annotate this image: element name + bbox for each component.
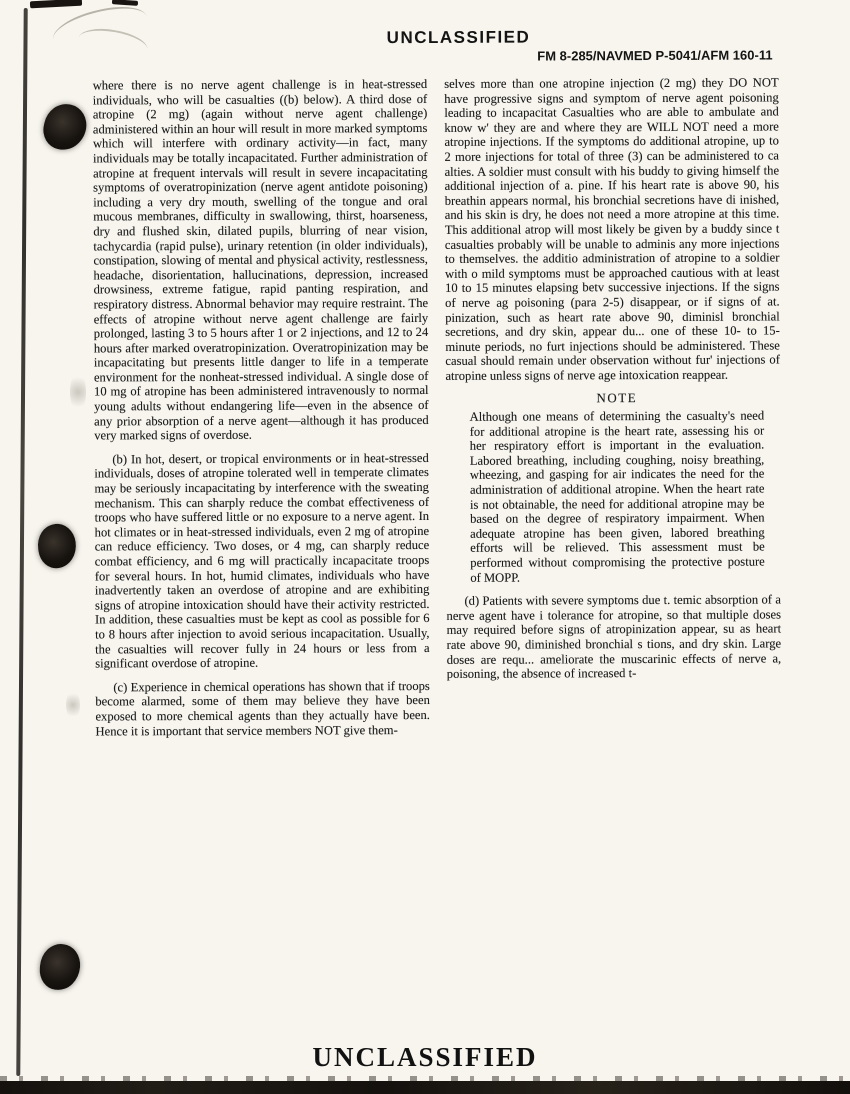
classification-footer: UNCLASSIFIED	[312, 1042, 538, 1072]
body-paragraph-continuation: selves more than one atropine injection (2 mg) they DO NOT have progressive signs and symptom of nerve agent poisoning leading to incapacitat Casualties who are able to ambulate and know w' they are and where they are WILL NOT need a more atropine injections. If the symptoms do additional atropine, up to 2 more injections for total of three (3) can be administered to ca alties. A soldier must consult with his buddy to giving himself the additional injection of a. pine. If his heart rate is above 90, his breathin appears normal, his bronchial secretions have di inished, and his skin is dry, he does not need a more atropine at this time. This additional atrop will most likely be given by a buddy since t casualties probably will be unable to adminis any more injections to themselves. the additio administration of atropine to a soldier with o mild symptoms must be approached cautious with at least 10 to 15 minutes elapsing betv successive injections. If the signs of nerve ag poisoning (para 2-5) disappear, or if signs of at. pinization, such as heart rate above 90, diminisl bronchial secretions, and dry skin, appear du... one of these 10- to 15-minute periods, no furt injections should be administered. These casual should remain under observation without fur' injections of atropine unless signs of nerve age intoxication reappear.	[444, 75, 780, 383]
body-paragraph-b: (b) In hot, desert, or tropical environments or in heat-stressed individuals, doses of atropine tolerated well in temperate climates may be seriously incapacitating by interference with the sweating mechanism. This can sharply reduce the combat effectiveness of troops who have suffered little or no exposure to a nerve agent. In hot climates or in heat-stressed individuals, even 2 mg of atropine can reduce efficiency. Two doses, or 4 mg, can sharply reduce combat efficiency, and 6 mg will practically incapacitate troops for several hours. In hot, humid climates, individuals who have inadvertently taken an overdose of atropine and are exhibiting signs of atropine intoxication should have their activity restricted. In addition, these casualties must be kept as cool as possible for 6 to 8 hours after injection to avoid serious incapacitation. Usually, the casualties will recover fully in 24 hours or less from a significant overdose of atropine.	[94, 450, 430, 671]
note-heading: NOTE	[596, 390, 638, 406]
page-content	[0, 26, 850, 748]
scan-ink-mark	[30, 0, 82, 8]
scan-ink-mark	[112, 0, 138, 6]
classification-header: UNCLASSIFIED	[386, 27, 531, 48]
binding-hole-bottom	[38, 942, 82, 991]
body-paragraph-continuation: where there is no nerve agent challenge is in heat-stressed individuals, who will be casualties ((b) below). A third dose of atropine (2 mg) (again without nerve agent challenge) administered within an hour will result in more marked symptoms which will interfere with ordinary activity—in fact, many individuals may be totally incapacitated. Further administration of atropine at frequent intervals will result in severe incapacitating symptoms of overatropinization (nerve agent antidote poisoning) including a very dry mouth, swelling of the tongue and oral mucous membranes, difficulty in swallowing, thirst, hoarseness, dry and flushed skin, dilated pupils, blurring of near vision, tachycardia (rapid pulse), urinary retention (in older individuals), constipation, slowing of mental and physical activity, restlessness, headache, disorientation, hallucinations, depression, increased drowsiness, extreme fatigue, rapid panting respiration, and respiratory distress. Abnormal behavior may require restraint. The effects of atropine without nerve agent challenge are fairly prolonged, lasting 3 to 5 hours after 1 or 2 injections, and 12 to 24 hours after marked overatropinization. Overatropinization may be incapacitating but presents little danger to life in a temperate environment for the nonheat-stressed individual. A single dose of 10 mg of atropine has been administered intravenously to normal young adults without endangering life—even in the absence of any prior absorption of a nerve agent—although it has produced very marked signs of overdose.	[92, 76, 429, 443]
scan-edge-bottom	[0, 1081, 850, 1094]
body-paragraph-c: (c) Experience in chemical operations has shown that if troops become alarmed, some of them may believe they have been exposed to more chemical agents than they actually have been. Hence it is important that service members NOT give them-	[95, 678, 430, 738]
note-body: Although one means of determining the casualty's need for additional atropine is the heart rate, assessing his or her respiratory effort is important in the evaluation. Labored breathing, including coughing, noisy breathing, wheezing, and gasping for air indicates the need for the administration of additional atropine. When the heart rate is not obtainable, the need for additional atropine may be based on the degree of respiratory impairment. When adequate atropine has been given, labored breathing efforts will be relieved. This assessment must be performed without compromising the protective posture of MOPP.	[469, 408, 765, 585]
right-column	[444, 75, 781, 746]
note-block	[470, 391, 765, 585]
body-paragraph-d: (d) Patients with severe symptoms due t. temic absorption of a nerve agent have i tolerance for atropine, so that multiple doses may required before signs of atropinization appear, su as heart rate above 90, diminished bronchial s tions, and dry skin. Large doses are requ... ameliorate the muscarinic effects of nerve a, poisoning, the absence of increased t-	[446, 592, 782, 682]
two-column-body	[0, 62, 850, 748]
document-number: FM 8-285/NAVMED P-5041/AFM 160-11	[537, 47, 773, 64]
left-column	[93, 77, 430, 748]
